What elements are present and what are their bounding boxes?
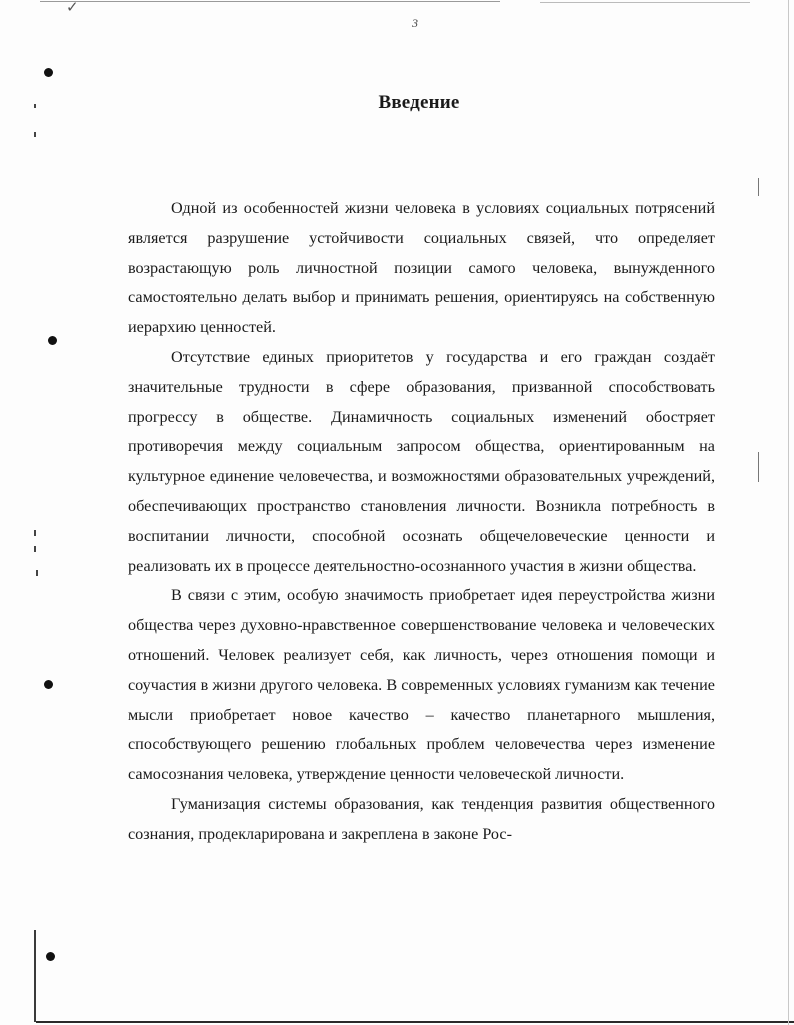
paragraph: Одной из особенностей жизни человека в условиях социальных потрясений является разрушение устойчивости социальных связей, что определяет возрастающую роль личностной позиции самого человека, вынужденного самостоятельно делать выбор и принимать решения, ориентируясь на собственную иерархию ценностей. xyxy=(128,199,715,337)
scan-speck xyxy=(34,132,36,137)
scan-edge-top xyxy=(40,1,500,2)
scan-edge-right xyxy=(788,0,789,1025)
binder-hole-icon xyxy=(46,952,55,961)
page-title: Введение xyxy=(378,92,460,113)
body-text xyxy=(128,194,715,850)
scan-edge-bottom xyxy=(36,1021,794,1023)
scan-speck xyxy=(758,452,759,482)
paragraph: Гуманизация системы образования, как тенденция развития общественного сознания, продекларирована и закреплена в законе Рос- xyxy=(128,794,715,843)
paragraph: Отсутствие единых приоритетов у государства и его граждан создаёт значительные трудности в сфере образования, призванной способствовать прогрессу в обществе. Динамичность социальных изменений обостряет противоречия между социальным запросом общества, ориентированным на культурное единение человечества, и возможностями образовательных учреждений, обеспечивающих пространство становления личности. Возникла потребность в воспитании личности, способной осознать общечеловеческие ценности и реализовать их в процессе деятельностно-осознанного участия в жизни общества. xyxy=(128,347,715,575)
scan-speck xyxy=(36,570,38,576)
scan-edge-top-right xyxy=(540,2,750,3)
scan-speck xyxy=(758,178,759,196)
binder-hole-icon xyxy=(44,680,53,689)
scan-speck xyxy=(34,530,36,536)
binder-hole-icon xyxy=(44,68,53,77)
binder-hole-icon xyxy=(48,336,57,345)
scan-speck xyxy=(34,546,36,552)
checkmark-icon: ✓ xyxy=(66,0,79,16)
paragraph: В связи с этим, особую значимость приобретает идея переустройства жизни общества через духовно-нравственное совершенствование человека и человеческих отношений. Человек реализует себя, как личность, через отношения помощи и соучастия в жизни другого человека. В современных условиях гуманизм как течение мысли приобретает новое качество – качество планетарного мышления, способствующего решению глобальных проблем человечества через изменение самосознания человека, утверждение ценности человеческой личности. xyxy=(128,586,715,784)
scan-edge-left xyxy=(34,930,36,1022)
page-number: 3 xyxy=(412,16,418,30)
